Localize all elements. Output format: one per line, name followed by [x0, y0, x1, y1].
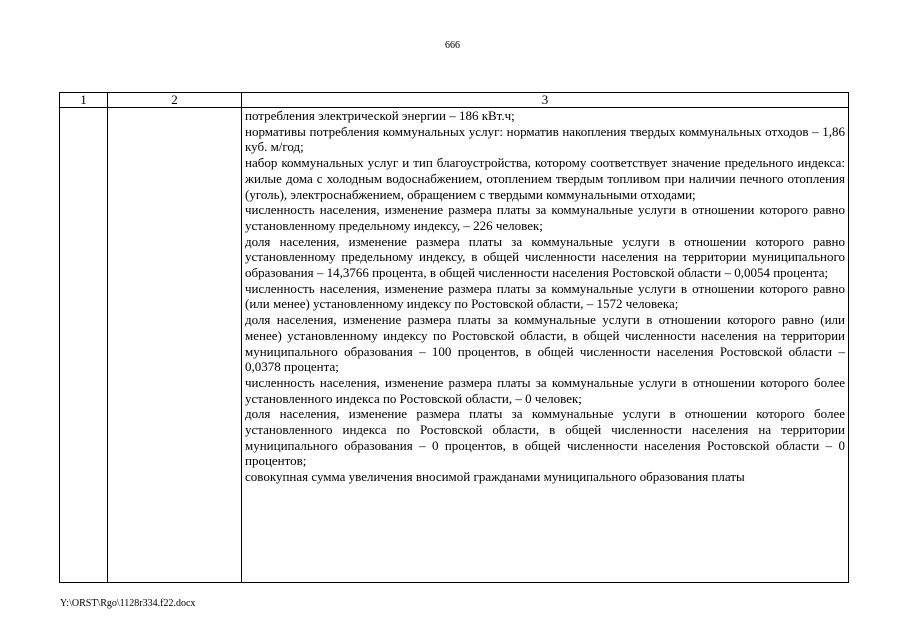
paragraph: совокупная сумма увеличения вносимой гражданами муниципального образования платы [245, 469, 745, 485]
paragraph: доля населения, изменение размера платы за коммунальные услуги в отношении которого равно (или менее) установленному индексу по Ростовской области, в общей численности населения на территории муниципального образования – 100 процентов, в общей численности населения Ростовской области – 0,0378 процента; [245, 312, 845, 375]
paragraph: численность населения, изменение размера платы за коммунальные услуги в отношении которого равно (или менее) установленному индексу по Ростовской области, – 1572 человека; [245, 280, 845, 312]
table-cell-col3 [242, 108, 849, 583]
document-table [59, 92, 849, 583]
paragraph: нормативы потребления коммунальных услуг: норматив накопления твердых коммунальных отходов – 1,86 куб. м/год; [245, 123, 845, 155]
table-row [60, 108, 849, 583]
paragraph: потребления электрической энергии – 186 кВт.ч; [245, 108, 515, 123]
paragraph: численность населения, изменение размера платы за коммунальные услуги в отношении которого более установленного индекса по Ростовской области, – 0 человек; [245, 374, 845, 406]
table-header-cell-3: 3 [242, 93, 849, 108]
table-cell-col2 [108, 108, 242, 583]
paragraph: набор коммунальных услуг и тип благоустройства, которому соответствует значение предельного индекса: жилые дома с холодным водоснабжением, отоплением твердым топливом при наличии печного отопления (уголь), электроснабжением, обращением с твердыми коммунальными отходами; [245, 155, 845, 202]
table-header-cell-2: 2 [108, 93, 242, 108]
table-header-row [60, 93, 849, 108]
paragraph: численность населения, изменение размера платы за коммунальные услуги в отношении которого равно установленному предельному индексу, – 226 человек; [245, 202, 845, 233]
paragraph: доля населения, изменение размера платы за коммунальные услуги в отношении которого более установленного индекса по Ростовской области, в общей численности населения на территории муниципального образования – 0 процентов, в общей численности населения Ростовской области – 0 процентов; [245, 406, 845, 469]
footer-file-path: Y:\ORST\Rgo\1128r334.f22.docx [60, 598, 196, 609]
page-number: 666 [445, 40, 460, 51]
table-cell-col1 [60, 108, 108, 583]
column3-text [242, 108, 848, 485]
paragraph: доля населения, изменение размера платы за коммунальные услуги в отношении которого равно установленному предельному индексу, в общей численности населения на территории муниципального образования – 14,3766 процента, в общей численности населения Ростовской области – 0,0054 процента; [245, 233, 845, 281]
table-header-cell-1: 1 [60, 93, 108, 108]
